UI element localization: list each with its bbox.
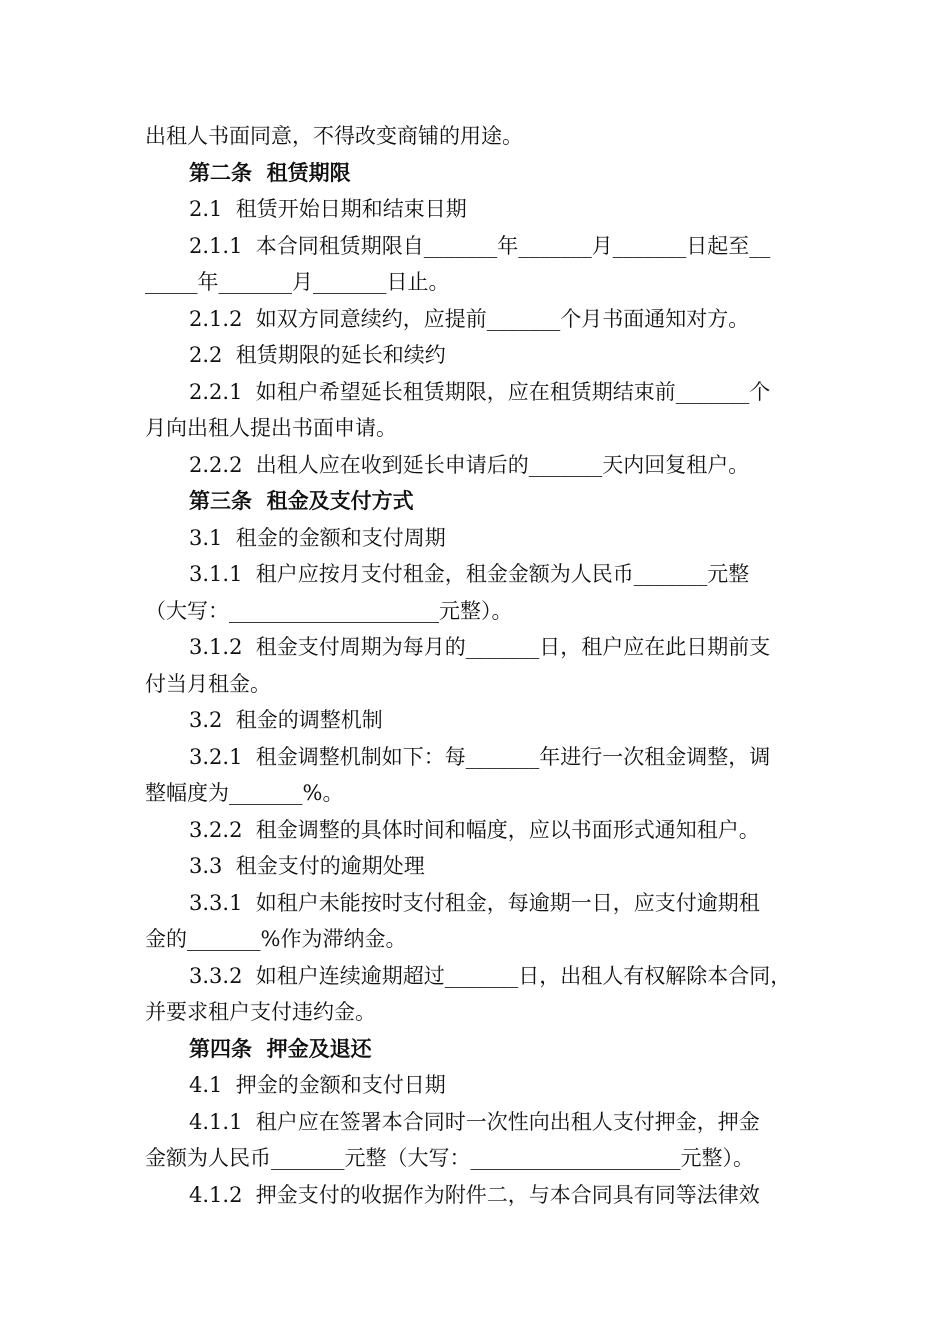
document-body — [145, 118, 815, 1213]
clause-2-1-2: 2.1.2 如双方同意续约，应提前_______个月书面通知对方。 — [189, 306, 750, 331]
clause-4-1-1-continuation: 金额为人民币_______元整（大写：____________________元整）。 — [145, 1146, 754, 1170]
clause-3-3-1-continuation: 金的_______%作为滞纳金。 — [145, 927, 407, 951]
clause-2-1-1: 2.1.1 本合同租赁期限自_______年_______月_______日起至__ — [189, 233, 771, 258]
clause-3-3-1: 3.3.1 如租户未能按时支付租金，每逾期一日，应支付逾期租 — [189, 890, 760, 915]
clause-3-1: 3.1 租金的金额和支付周期 — [189, 525, 446, 550]
clause-2-2-1-continuation: 月向出租人提出书面申请。 — [145, 416, 397, 440]
clause-2-2-2: 2.2.2 出租人应在收到延长申请后的_______天内回复租户。 — [189, 452, 750, 477]
article-2-heading: 第二条 租赁期限 — [189, 159, 351, 185]
article-3-heading: 第三条 租金及支付方式 — [189, 488, 414, 513]
clause-3-3-2: 3.3.2 如租户连续逾期超过_______日，出租人有权解除本合同， — [189, 963, 792, 988]
clause-3-1-2: 3.1.2 租金支付周期为每月的_______日，租户应在此日期前支 — [189, 635, 771, 659]
clause-3-2-1: 3.2.1 租金调整机制如下：每_______年进行一次租金调整，调 — [189, 744, 771, 769]
clause-2-2-1: 2.2.1 如租户希望延长租赁期限，应在租赁期结束前_______个 — [189, 379, 771, 404]
clause-3-3: 3.3 租金支付的逾期处理 — [189, 854, 425, 878]
clause-3-2: 3.2 租金的调整机制 — [189, 708, 383, 732]
paragraph-continuation: 出租人书面同意，不得改变商铺的用途。 — [145, 124, 523, 148]
clause-4-1-1: 4.1.1 租户应在签署本合同时一次性向出租人支付押金，押金 — [189, 1109, 760, 1134]
article-4-heading: 第四条 押金及退还 — [189, 1035, 372, 1061]
clause-3-1-1-continuation: （大写：____________________元整）。 — [145, 598, 513, 623]
clause-3-1-1: 3.1.1 租户应按月支付租金，租金金额为人民币_______元整 — [189, 562, 750, 586]
clause-2-2: 2.2 租赁期限的延长和续约 — [189, 343, 446, 367]
clause-4-1: 4.1 押金的金额和支付日期 — [189, 1073, 446, 1097]
clause-4-1-2: 4.1.2 押金支付的收据作为附件二，与本合同具有同等法律效 — [189, 1182, 760, 1207]
clause-3-2-1-continuation: 整幅度为_______%。 — [145, 781, 344, 805]
clause-2-1-1-continuation: _____年_______月_______日止。 — [145, 270, 450, 294]
clause-3-3-2-continuation: 并要求租户支付违约金。 — [145, 1000, 376, 1024]
clause-2-1: 2.1 租赁开始日期和结束日期 — [189, 197, 467, 221]
clause-3-2-2: 3.2.2 租金调整的具体时间和幅度，应以书面形式通知租户。 — [189, 817, 760, 842]
clause-3-1-2-continuation: 付当月租金。 — [145, 671, 271, 696]
